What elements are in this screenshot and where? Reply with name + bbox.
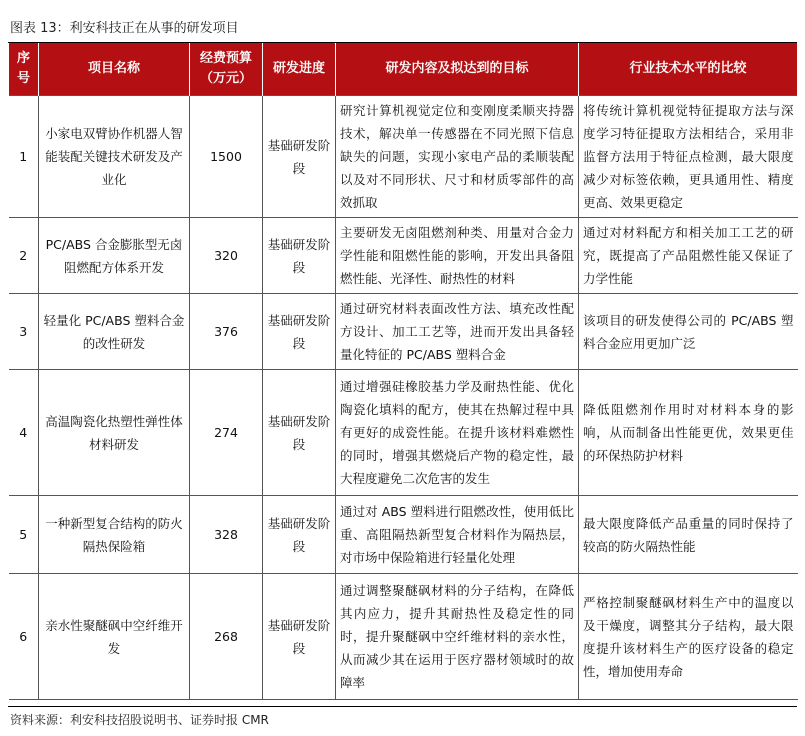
header-stage: 研发进度 bbox=[263, 43, 336, 96]
row-compare: 严格控制聚醚砜材料生产中的温度以及干燥度，调整其分子结构，最大限度提升该材料生产的医疗设备的稳定性，增加使用寿命 bbox=[579, 574, 798, 700]
header-budget: 经费预算（万元） bbox=[190, 43, 263, 96]
table-row bbox=[9, 496, 798, 574]
row-budget: 268 bbox=[190, 574, 263, 700]
row-name: 一种新型复合结构的防火隔热保险箱 bbox=[39, 496, 190, 574]
figure-caption: 图表 13：利安科技正在从事的研发项目 bbox=[10, 21, 239, 36]
row-name: 高温陶瓷化热塑性弹性体材料研发 bbox=[39, 370, 190, 496]
row-budget: 274 bbox=[190, 370, 263, 496]
row-content: 通过研究材料表面改性方法、填充改性配方设计、加工工艺等，进而开发出具备轻量化特征的 PC/ABS 塑料合金 bbox=[336, 294, 579, 370]
row-idx: 1 bbox=[9, 96, 39, 218]
row-stage: 基础研发阶段 bbox=[263, 574, 336, 700]
row-content: 通过对 ABS 塑料进行阻燃改性，使用低比重、高阻隔热新型复合材料作为隔热层，对市场中保险箱进行轻量化处理 bbox=[336, 496, 579, 574]
rd-projects-table bbox=[8, 43, 798, 700]
header-compare: 行业技术水平的比较 bbox=[579, 43, 798, 96]
row-idx: 3 bbox=[9, 294, 39, 370]
row-budget: 320 bbox=[190, 218, 263, 294]
row-stage: 基础研发阶段 bbox=[263, 218, 336, 294]
row-name: PC/ABS 合金膨胀型无卤阻燃配方体系开发 bbox=[39, 218, 190, 294]
row-content: 主要研发无卤阻燃剂种类、用量对合金力学性能和阻燃性能的影响，开发出具备阻燃性能、光泽性、耐热性的材料 bbox=[336, 218, 579, 294]
table-row bbox=[9, 218, 798, 294]
table-row bbox=[9, 574, 798, 700]
table-header-row bbox=[9, 43, 798, 96]
row-stage: 基础研发阶段 bbox=[263, 496, 336, 574]
row-compare: 将传统计算机视觉特征提取方法与深度学习特征提取方法相结合，采用非监督方法用于特征点检测，最大限度减少对标签依赖，更具通用性、精度更高、效果更稳定 bbox=[579, 96, 798, 218]
row-compare: 降低阻燃剂作用时对材料本身的影响，从而制备出性能更优，效果更佳的环保热防护材料 bbox=[579, 370, 798, 496]
row-name: 轻量化 PC/ABS 塑料合金的改性研发 bbox=[39, 294, 190, 370]
row-idx: 4 bbox=[9, 370, 39, 496]
row-content: 研究计算机视觉定位和变刚度柔顺夹持器技术，解决单一传感器在不同光照下信息缺失的问题，实现小家电产品的柔顺装配以及对不同形状、尺寸和材质零部件的高效抓取 bbox=[336, 96, 579, 218]
row-idx: 6 bbox=[9, 574, 39, 700]
row-stage: 基础研发阶段 bbox=[263, 294, 336, 370]
row-content: 通过调整聚醚砜材料的分子结构，在降低其内应力，提升其耐热性及稳定性的同时，提升聚醚砜中空纤维材料的亲水性，从而减少其在运用于医疗器材领域时的故障率 bbox=[336, 574, 579, 700]
row-idx: 5 bbox=[9, 496, 39, 574]
row-stage: 基础研发阶段 bbox=[263, 370, 336, 496]
row-name: 亲水性聚醚砜中空纤维开发 bbox=[39, 574, 190, 700]
header-content: 研发内容及拟达到的目标 bbox=[336, 43, 579, 96]
table-row bbox=[9, 370, 798, 496]
row-content: 通过增强硅橡胶基力学及耐热性能、优化陶瓷化填料的配方，使其在热解过程中具有更好的成瓷性能。在提升该材料难燃性的同时，增强其燃烧后产物的稳定性，最大程度避免二次危害的发生 bbox=[336, 370, 579, 496]
header-name: 项目名称 bbox=[39, 43, 190, 96]
row-stage: 基础研发阶段 bbox=[263, 96, 336, 218]
row-compare: 该项目的研发使得公司的 PC/ABS 塑料合金应用更加广泛 bbox=[579, 294, 798, 370]
row-idx: 2 bbox=[9, 218, 39, 294]
source-note: 资料来源：利安科技招股说明书、证券时报 CMR bbox=[10, 713, 269, 727]
row-budget: 1500 bbox=[190, 96, 263, 218]
row-compare: 通过对材料配方和相关加工工艺的研究，既提高了产品阻燃性能又保证了力学性能 bbox=[579, 218, 798, 294]
table-row bbox=[9, 294, 798, 370]
row-budget: 328 bbox=[190, 496, 263, 574]
row-budget: 376 bbox=[190, 294, 263, 370]
bottom-rule bbox=[8, 706, 797, 707]
row-compare: 最大限度降低产品重量的同时保持了较高的防火隔热性能 bbox=[579, 496, 798, 574]
header-idx: 序号 bbox=[9, 43, 39, 96]
table-row bbox=[9, 96, 798, 218]
row-name: 小家电双臂协作机器人智能装配关键技术研发及产业化 bbox=[39, 96, 190, 218]
